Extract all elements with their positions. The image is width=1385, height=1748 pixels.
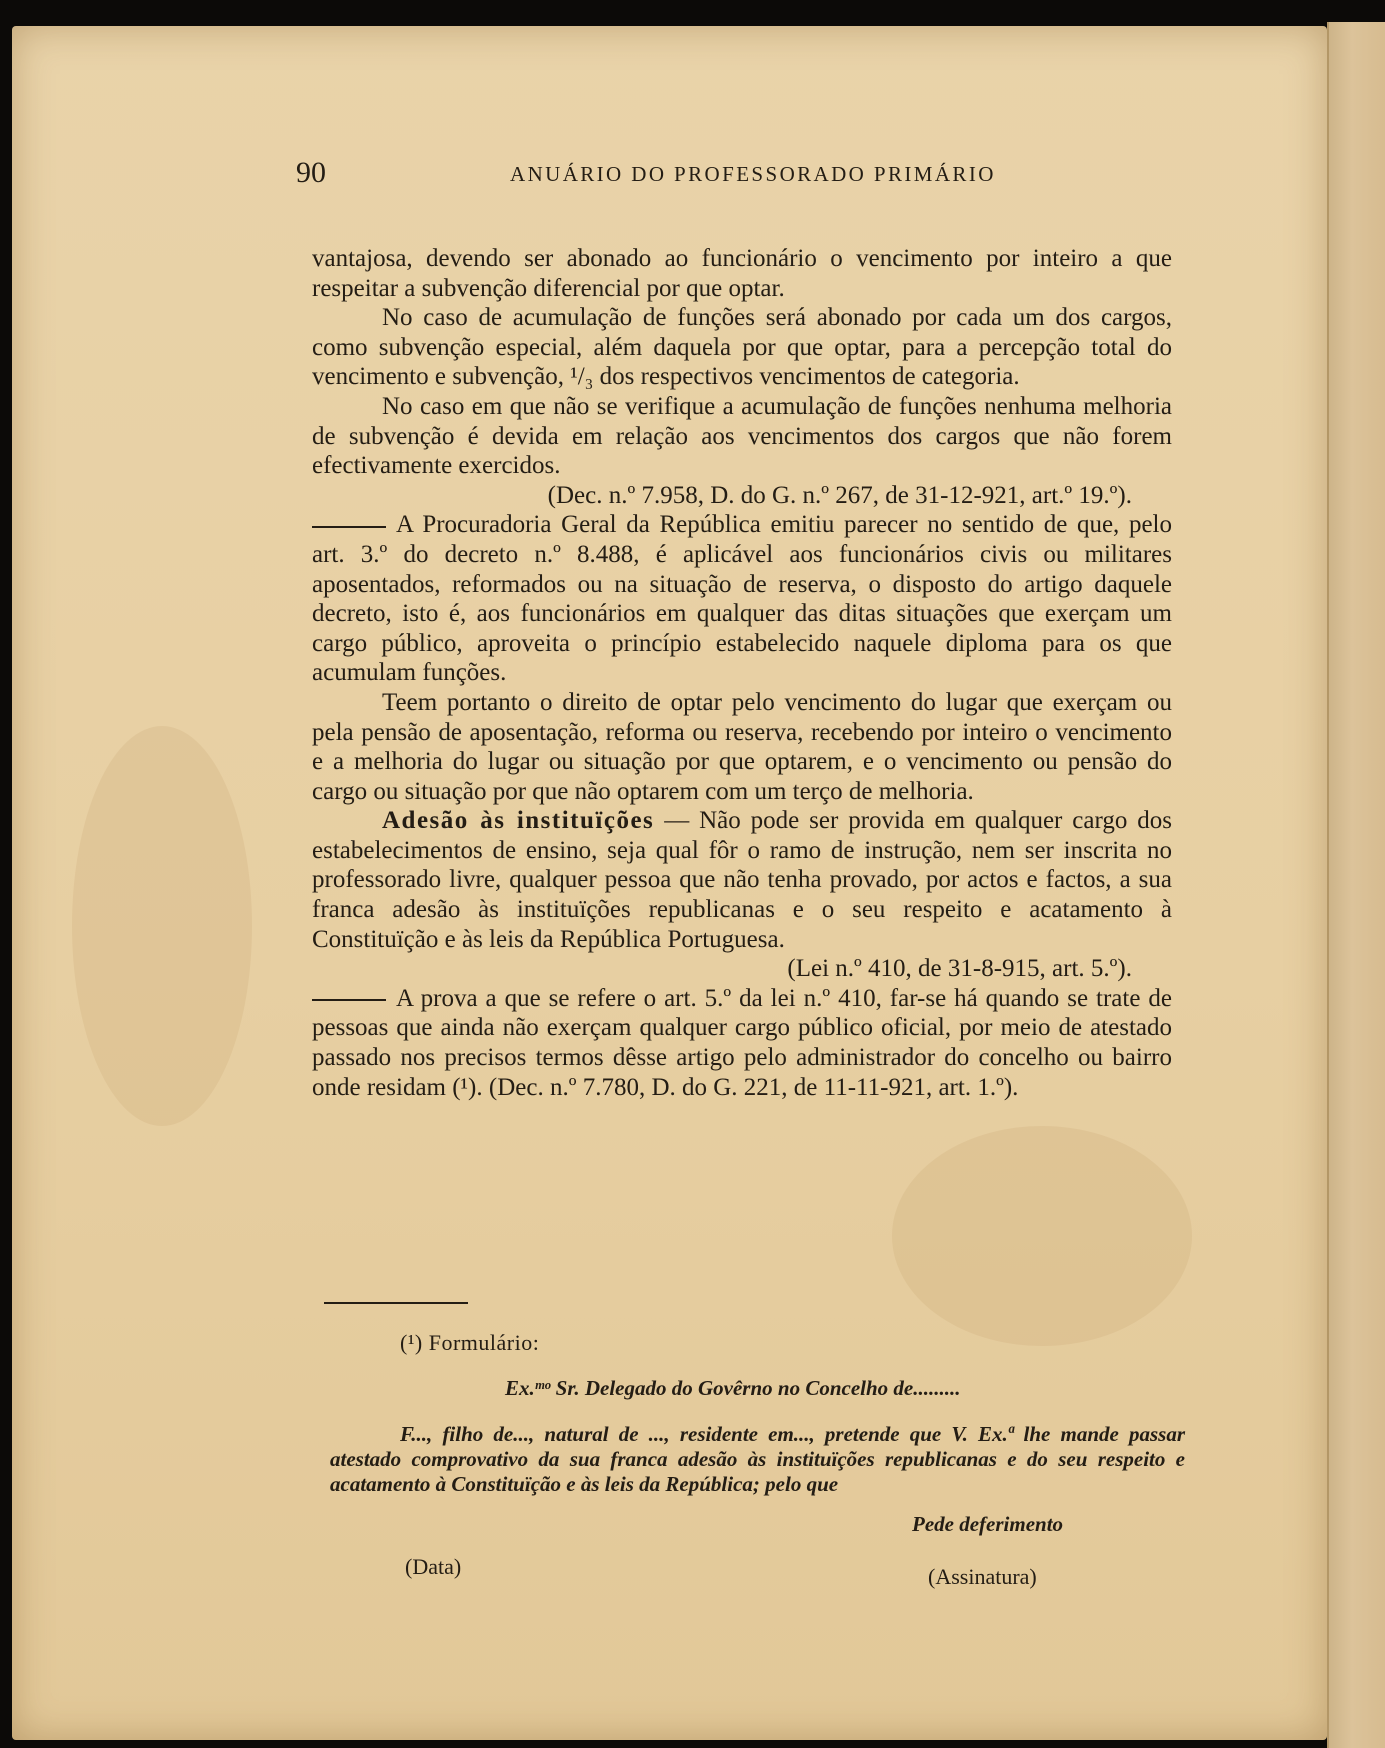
page-header-title: ANUÁRIO DO PROFESSORADO PRIMÁRIO xyxy=(510,162,996,186)
adjacent-page-edge xyxy=(1327,22,1385,1748)
em-dash-rule xyxy=(312,526,386,528)
paragraph-prova-text: A prova a que se refere o art. 5.º da lei n.º 410, far-se há quando se trate de pessoas que ainda não exerçam qualquer cargo público oficial, por meio de atestado passado nos precisos termos dêsse artigo pelo administrador do concelho ou bairro onde residam (¹). (Dec. n.º 7.780, D. do G. 221, de 11-11-921, art. 1.º). xyxy=(312,984,1172,1101)
paragraph-adesao-text: — Não pode ser provida em qualquer cargo dos estabelecimentos de ensino, seja qual fôr o ramo de instrução, nem ser inscrita no professorado livre, qualquer pessoa que não tenha provado, por actos e factos, a sua franca adesão às instituïções republicanas e o seu respeito e acatamento à Constituïção e às leis da República Portuguesa. xyxy=(312,807,1172,953)
footnote-label: (¹) Formulário: xyxy=(400,1330,540,1355)
paragraph-prova xyxy=(312,984,1172,1102)
paper-stain xyxy=(892,1126,1192,1346)
footnote-signature: (Assinatura) xyxy=(928,1564,1037,1589)
paragraph-direito-optar: Teem portanto o direito de optar pelo vencimento do lugar que exerçam ou pela pensão de aposentação, reforma ou reserva, recebendo por inteiro o vencimento e a melhoria do lugar ou situação por que optarem, e o vencimento ou pensão do cargo ou situação por que não optarem com um terço de melhoria. xyxy=(312,688,1172,805)
citation-lei-410: (Lei n.º 410, de 31-8-915, art. 5.º). xyxy=(787,955,1132,983)
footnote-separator xyxy=(324,1302,468,1304)
paper-stain xyxy=(72,726,252,1126)
footnote-closing: Pede deferimento xyxy=(912,1512,1064,1536)
paragraph-procuradoria-text: A Procuradoria Geral da República emitiu parecer no sentido de que, pelo art. 3.º do decreto n.º 8.488, é aplicável aos funcionários civis ou militares aposentados, reformados ou na situação de reserva, o disposto do artigo daquele decreto, isto é, aos funcionários em qualquer das ditas situações que exerçam um cargo público, aproveita o princípio estabelecido naquele diploma para os que acumulam funções. xyxy=(312,511,1172,687)
paragraph-nao-acumulacao: No caso em que não se verifique a acumulação de funções nenhuma melhoria de subvenção é devida em relação aos vencimentos dos cargos que não forem efectivamente exercidos. xyxy=(312,392,1172,480)
em-dash-rule xyxy=(312,999,386,1001)
main-text xyxy=(312,244,1172,1102)
paragraph-adesao xyxy=(312,806,1172,954)
paragraph-acumulacao: No caso de acumulação de funções será abonado por cada um dos cargos, como subvenção especial, além daquela por que optar, para a percepção total do vencimento e subvenção, ¹/₃ dos respectivos vencimentos de categoria. xyxy=(312,304,1172,391)
citation-decree-7958: (Dec. n.º 7.958, D. do G. n.º 267, de 31-12-921, art.º 19.º). xyxy=(547,481,1132,509)
paragraph-vantajosa: vantajosa, devendo ser abonado ao funcionário o vencimento por inteiro a que respeitar a subvenção diferencial por que optar. xyxy=(312,245,1172,302)
section-heading-adesao: Adesão às instituïções xyxy=(382,807,655,835)
footnote-date: (Data) xyxy=(405,1554,462,1579)
paragraph-procuradoria xyxy=(312,510,1172,688)
footnote-address: Ex.ᵐᵒ Sr. Delegado do Govêrno no Concelho de......... xyxy=(505,1376,961,1400)
running-head xyxy=(0,156,1385,196)
page-number: 90 xyxy=(296,156,326,189)
footnote-body: F..., filho de..., natural de ..., residente em..., pretende que V. Ex.ª lhe mande passar atestado comprovativo da sua franca adesão às instituïções republicanas e do seu respeito e acatamento à Constituïção e às leis da República; pelo que xyxy=(330,1422,1185,1496)
